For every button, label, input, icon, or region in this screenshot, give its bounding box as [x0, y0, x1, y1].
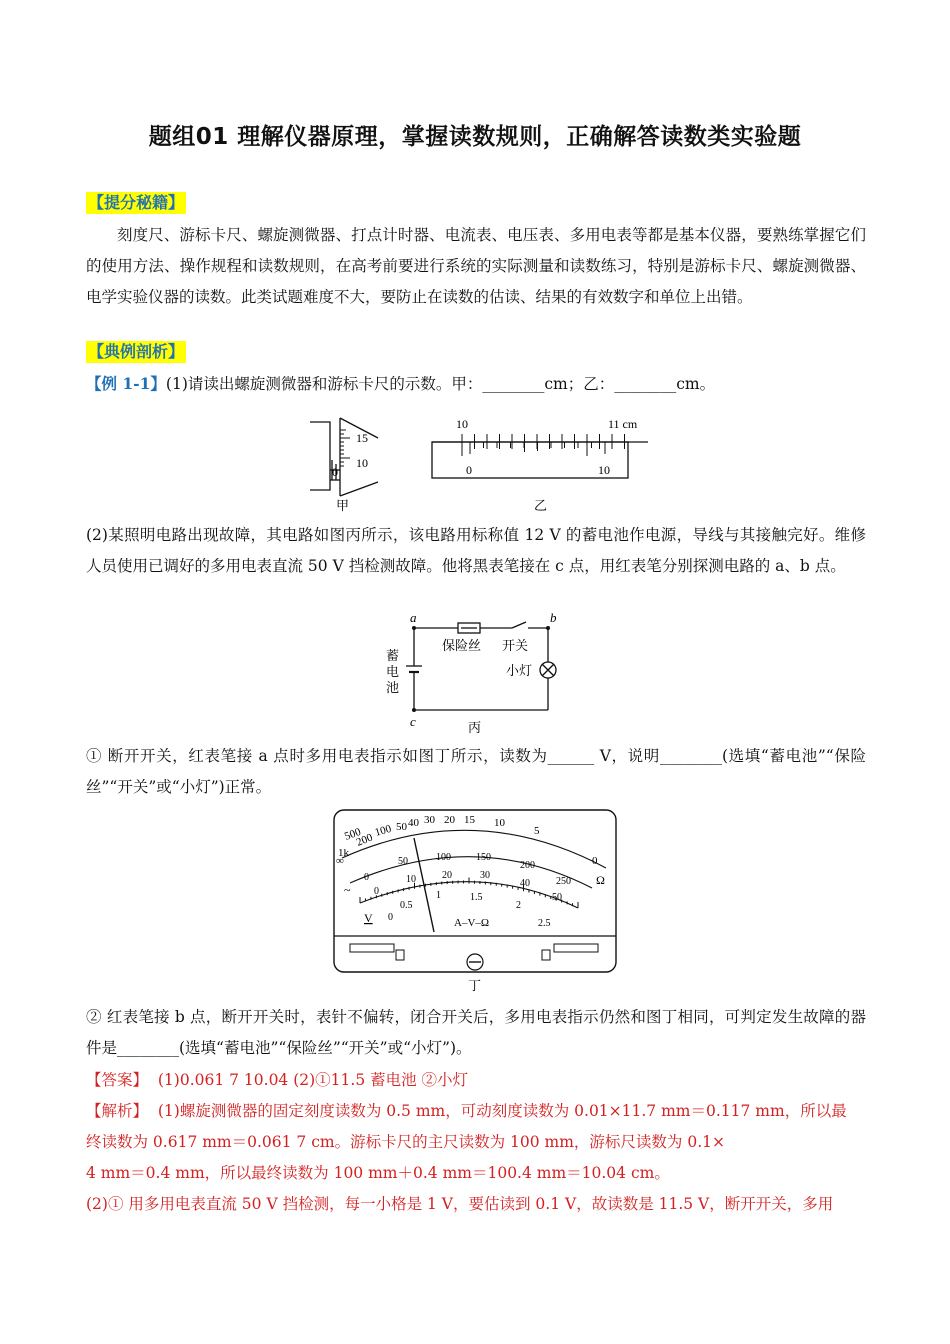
mid-250: 250 — [556, 876, 571, 887]
vernier-caliper-figure — [428, 412, 652, 514]
figure-caption-ding: 丁 — [468, 978, 482, 992]
switch-label: 开关 — [502, 638, 529, 653]
micrometer-figure — [300, 412, 400, 514]
micrometer-label-15: 15 — [356, 431, 368, 445]
analysis-text-1: (1)螺旋测微器的固定刻度读数为 0.5 mm，可动刻度读数为 0.01×11.7 mm＝0.117 mm，所以最 — [157, 1102, 847, 1120]
mid2-10: 10 — [406, 874, 416, 885]
analysis-line-2: 终读数为 0.617 mm＝0.061 7 cm。游标卡尺的主尺读数为 100 mm，游标尺读数为 0.1× — [86, 1133, 725, 1151]
mid2-30: 30 — [480, 870, 490, 881]
mid-100: 100 — [436, 852, 451, 863]
figure-caption-bing: 丙 — [468, 720, 482, 735]
mid-200: 200 — [520, 860, 535, 871]
micrometer-label-0: 0 — [332, 465, 338, 479]
question-2-part-1: ① 断开开关，红表笔接 a 点时多用电表指示如图丁所示，读数为______ V，说明________(选填“蓄电池”“保险丝”“开关”或“小灯”)正常。 — [86, 747, 866, 796]
ohm-symbol: Ω — [596, 873, 605, 887]
ohm-100: 100 — [373, 822, 393, 839]
figure-caption-yi: 乙 — [534, 498, 548, 513]
ohm-10: 10 — [494, 817, 505, 829]
low-1.5: 1.5 — [470, 892, 483, 903]
low-2.5: 2.5 — [538, 918, 551, 929]
caliper-vernier-10: 10 — [598, 463, 610, 477]
caliper-vernier-0: 0 — [466, 463, 472, 477]
circuit-point-b: b — [550, 612, 557, 625]
ohm-20: 20 — [444, 814, 455, 826]
circuit-figure — [380, 612, 570, 736]
question-2-part-2: ② 红表笔接 b 点，断开开关时，表针不偏转，闭合开关后，多用电表指示仍然和图丁相同，可判定发生故障的器件是________(选填“蓄电池”“保险丝”“开关”或“小灯”)。 — [86, 1008, 866, 1057]
multimeter-figure — [330, 808, 620, 992]
ohm-500: 500 — [342, 825, 363, 843]
mid-50: 50 — [398, 856, 408, 867]
mid2-40: 40 — [520, 878, 530, 889]
lamp-label: 小灯 — [506, 663, 533, 678]
ohm-5: 5 — [534, 825, 540, 837]
question-2-text: (2)某照明电路出现故障，其电路如图丙所示，该电路用标称值 12 V 的蓄电池作电源，导线与其接触完好。维修人员使用已调好的多用电表直流 50 V 挡检测故障。他将黑表笔接在 c 点，用红表笔分别探测电路的 a、b 点。 — [86, 526, 866, 575]
low-0.5: 0.5 — [400, 900, 413, 911]
mid-150: 150 — [476, 852, 491, 863]
low-0: 0 — [388, 912, 393, 923]
ohm-50: 50 — [396, 821, 407, 833]
ohm-15: 15 — [464, 814, 475, 826]
ohm-infinity: ∞ — [336, 855, 344, 867]
caliper-main-10: 10 — [456, 417, 468, 431]
caliper-main-11: 11 cm — [608, 417, 638, 431]
battery-label-1: 蓄 — [386, 648, 400, 663]
v-symbol: V — [364, 911, 373, 925]
battery-label-3: 池 — [386, 680, 400, 695]
ohm-30: 30 — [424, 814, 435, 826]
tips-tag: 【提分秘籍】 — [88, 193, 185, 212]
ohm-1k: 1k — [338, 847, 349, 859]
fuse-label: 保险丝 — [442, 638, 482, 653]
tips-paragraph: 刻度尺、游标卡尺、螺旋测微器、打点计时器、电流表、电压表、多用电表等都是基本仪器，要熟练掌握它们的使用方法、操作规程和读数规则，在高考前要进行系统的实际测量和读数练习，特别是游标卡尺、螺旋测微器、电学实验仪器的读数。此类试题难度不大，要防止在读数的估读、结果的有效数字和单位上出错。 — [86, 226, 866, 306]
answer-line — [86, 1068, 468, 1090]
unit-label: A–V–Ω — [454, 917, 490, 929]
analysis-line-1 — [86, 1099, 847, 1121]
mid-0: 0 — [364, 872, 369, 883]
answer-text: (1)0.061 7 10.04 (2)①11.5 蓄电池 ②小灯 — [157, 1071, 469, 1089]
analysis-line-4: (2)① 用多用电表直流 50 V 挡检测，每一小格是 1 V，要估读到 0.1 V，故读数是 11.5 V，断开开关，多用 — [86, 1195, 834, 1213]
circuit-point-c: c — [410, 714, 416, 729]
analysis-line-3: 4 mm＝0.4 mm，所以最终读数为 100 mm＋0.4 mm＝100.4 mm＝10.04 cm。 — [86, 1164, 670, 1182]
mid2-20: 20 — [442, 870, 452, 881]
answer-label: 【答案】 — [86, 1071, 149, 1089]
analysis-label: 【解析】 — [86, 1102, 149, 1120]
ac-symbol: ~ — [344, 883, 351, 897]
mid2-50: 50 — [552, 892, 562, 903]
figure-caption-jia: 甲 — [336, 498, 350, 513]
ohm-40: 40 — [408, 817, 419, 829]
ohm-0: 0 — [592, 855, 598, 867]
circuit-point-a: a — [410, 612, 417, 625]
micrometer-label-10: 10 — [356, 456, 368, 470]
question-label: 【例 1-1】 — [86, 374, 166, 393]
low-1: 1 — [436, 890, 441, 901]
question-1 — [86, 372, 715, 394]
page-title: 题组01 理解仪器原理，掌握读数规则，正确解答读数类实验题 — [148, 124, 802, 150]
low-2: 2 — [516, 900, 521, 911]
example-tag: 【典例剖析】 — [88, 342, 185, 361]
question-1-text: (1)请读出螺旋测微器和游标卡尺的示数。甲：________cm；乙：________cm。 — [165, 375, 716, 393]
battery-label-2: 电 — [386, 664, 400, 679]
ohm-200: 200 — [354, 831, 375, 849]
mid2-0: 0 — [374, 886, 379, 897]
